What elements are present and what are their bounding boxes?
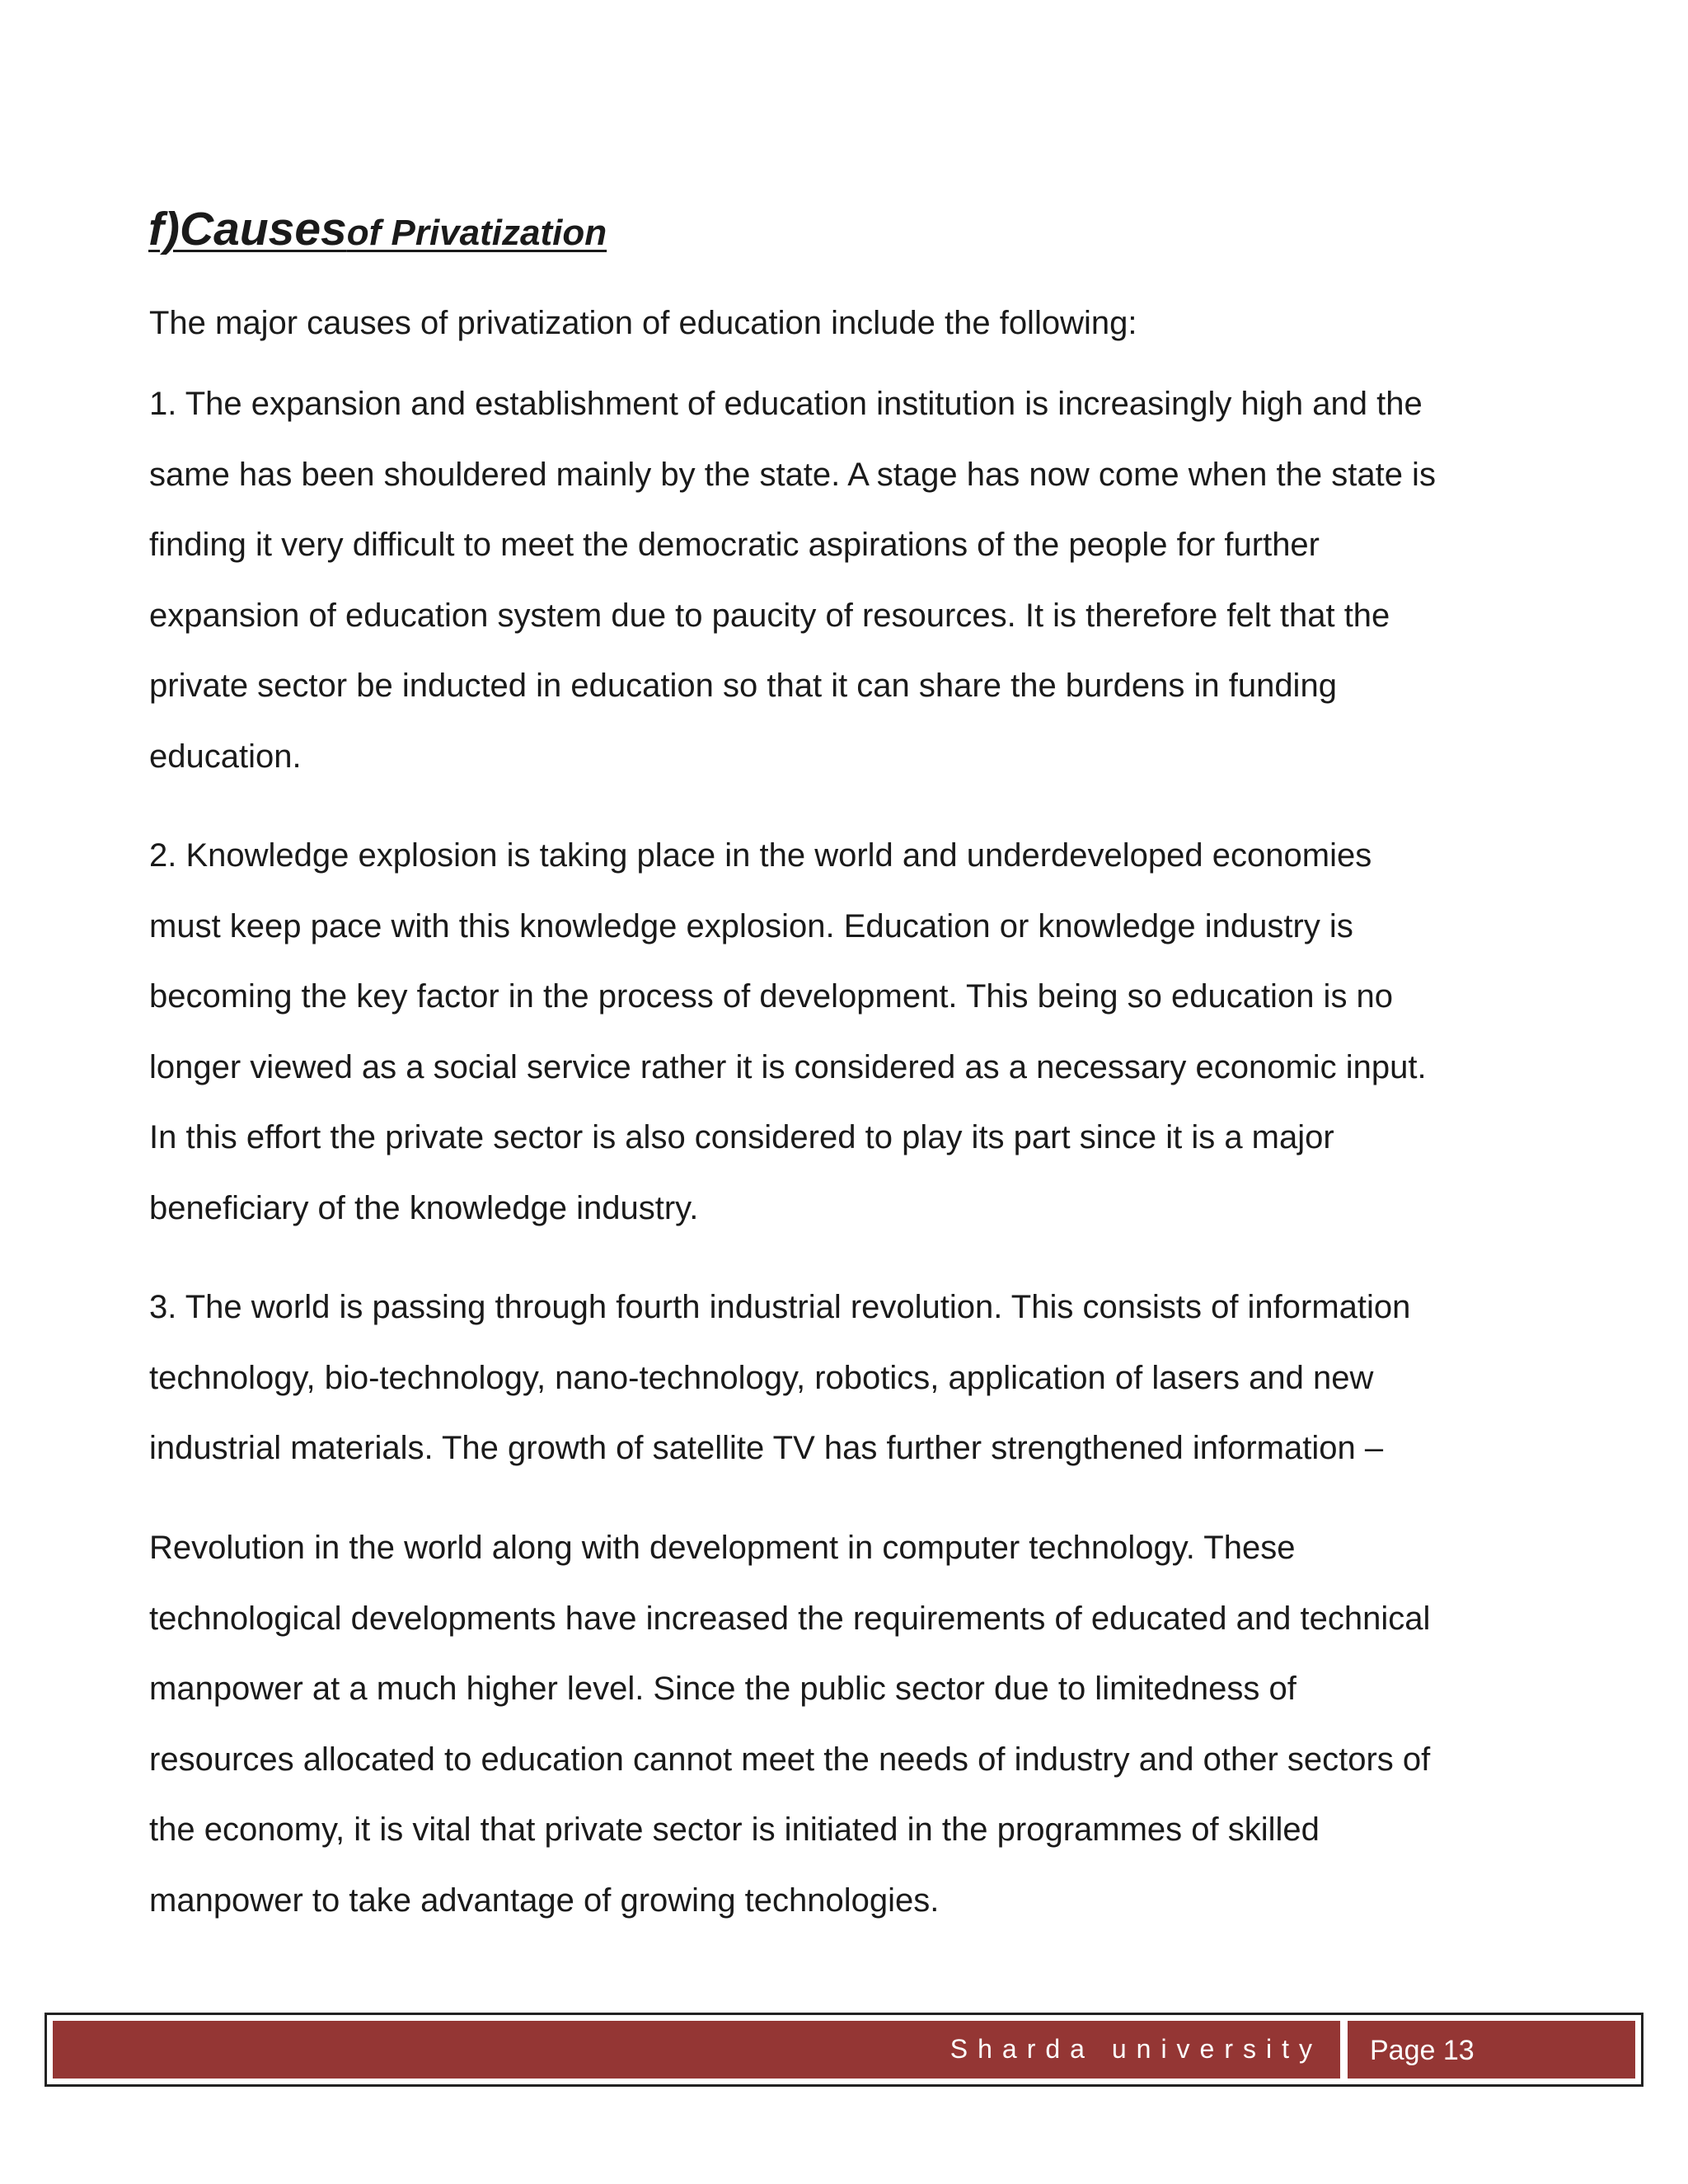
- paragraph-line: technology, bio-technology, nano-technology, robotics, application of lasers and new: [149, 1359, 1374, 1396]
- section-heading: [148, 202, 607, 256]
- page-number: Page 13: [1370, 2035, 1475, 2066]
- paragraph-3: [149, 1272, 1550, 1484]
- paragraph-line: beneficiary of the knowledge industry.: [149, 1189, 699, 1226]
- paragraph-line: 3. The world is passing through fourth industrial revolution. This consists of information: [149, 1289, 1411, 1325]
- paragraph-line: finding it very difficult to meet the democratic aspirations of the people for further: [149, 527, 1320, 563]
- footer-divider: [1340, 2021, 1348, 2079]
- paragraph-line: manpower at a much higher level. Since the public sector due to limitedness of: [149, 1671, 1296, 1707]
- paragraph-line: 2. Knowledge explosion is taking place in the world and underdeveloped economies: [149, 837, 1372, 874]
- paragraph-line: manpower to take advantage of growing technologies.: [149, 1882, 940, 1919]
- paragraph-line: the economy, it is vital that private sector is initiated in the programmes of skilled: [149, 1811, 1320, 1848]
- paragraph-line: education.: [149, 738, 302, 775]
- paragraph-1: [149, 369, 1550, 792]
- intro-paragraph: The major causes of privatization of education include the following:: [149, 305, 1137, 341]
- paragraph-line: same has been shouldered mainly by the state. A stage has now come when the state is: [149, 456, 1436, 493]
- paragraph-line: resources allocated to education cannot meet the needs of industry and other sectors of: [149, 1741, 1431, 1778]
- paragraph-line: longer viewed as a social service rather it is considered as a necessary economic input.: [149, 1048, 1427, 1085]
- paragraph-line: 1. The expansion and establishment of education institution is increasingly high and the: [149, 386, 1423, 422]
- paragraph-4: [149, 1513, 1550, 1936]
- paragraph-line: industrial materials. The growth of satellite TV has further strengthened information –: [149, 1430, 1384, 1466]
- paragraph-line: becoming the key factor in the process of development. This being so education is no: [149, 978, 1394, 1015]
- paragraph-line: expansion of education system due to paucity of resources. It is therefore felt that the: [149, 597, 1390, 634]
- heading-prefix: f)Causes: [148, 203, 347, 255]
- paragraph-line: Revolution in the world along with development in computer technology. These: [149, 1530, 1296, 1566]
- heading-suffix: of Privatization: [346, 213, 607, 253]
- paragraph-line: In this effort the private sector is also considered to play its part since it is a major: [149, 1119, 1334, 1155]
- paragraph-line: technological developments have increased the requirements of educated and technical: [149, 1600, 1431, 1637]
- paragraph-line: private sector be inducted in education so that it can share the burdens in funding: [149, 668, 1337, 704]
- footer-brand: Sharda university: [950, 2034, 1322, 2064]
- paragraph-line: must keep pace with this knowledge explosion. Education or knowledge industry is: [149, 907, 1353, 944]
- paragraph-2: [149, 821, 1550, 1244]
